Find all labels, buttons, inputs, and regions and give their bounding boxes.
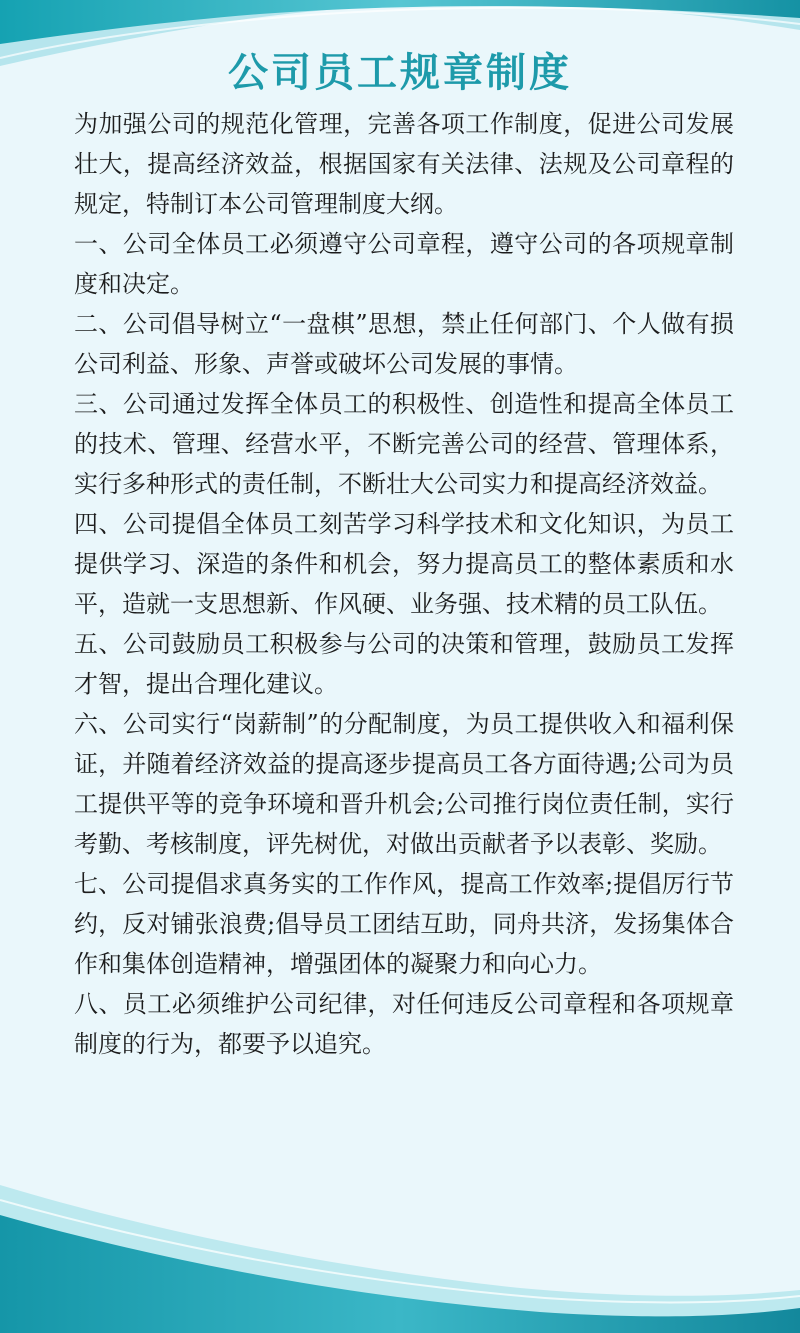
article-3: 三、公司通过发挥全体员工的积极性、创造性和提高全体员工的技术、管理、经营水平，不断完善公司的经营、管理体系，实行多种形式的责任制，不断壮大公司实力和提高经济效益。 [74,390,734,498]
article-6: 六、公司实行“岗薪制”的分配制度，为员工提供收入和福利保证，并随着经济效益的提高逐步提高员工各方面待遇;公司为员工提供平等的竞争环境和晋升机会;公司推行岗位责任制，实行考勤、考核制度，评先树优，对做出贡献者予以表彰、奖励。 [74,710,734,858]
article-8: 八、员工必须维护公司纪律，对任何违反公司章程和各项规章制度的行为，都要予以追究。 [74,990,734,1058]
article-5: 五、公司鼓励员工积极参与公司的决策和管理，鼓励员工发挥才智，提出合理化建议。 [74,630,734,698]
regulations-body [74,104,734,1064]
article-4: 四、公司提倡全体员工刻苦学习科学技术和文化知识，为员工提供学习、深造的条件和机会，努力提高员工的整体素质和水平，造就一支思想新、作风硬、业务强、技术精的员工队伍。 [74,510,734,618]
article-1: 一、公司全体员工必须遵守公司章程，遵守公司的各项规章制度和决定。 [74,230,734,298]
page-title: 公司员工规章制度 [228,50,572,96]
article-2: 二、公司倡导树立“一盘棋”思想，禁止任何部门、个人做有损公司利益、形象、声誉或破坏公司发展的事情。 [74,310,734,378]
article-7: 七、公司提倡求真务实的工作作风，提高工作效率;提倡厉行节约，反对铺张浪费;倡导员工团结互助，同舟共济，发扬集体合作和集体创造精神，增强团体的凝聚力和向心力。 [74,870,734,978]
intro-paragraph: 为加强公司的规范化管理，完善各项工作制度，促进公司发展壮大，提高经济效益，根据国家有关法律、法规及公司章程的规定，特制订本公司管理制度大纲。 [74,110,734,218]
